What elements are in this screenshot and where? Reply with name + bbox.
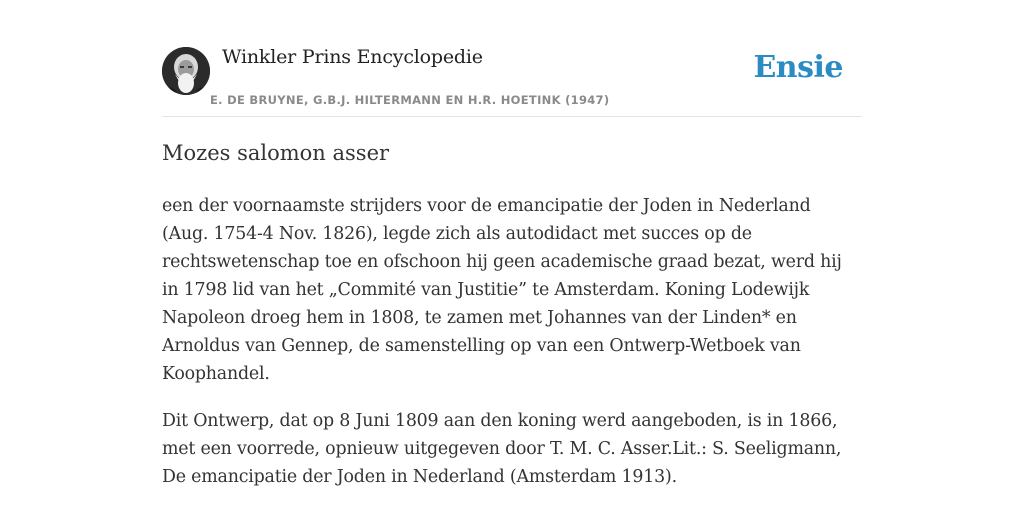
- authors-credit: E. DE BRUYNE, G.B.J. HILTERMANN EN H.R. HOETINK (1947): [210, 93, 610, 107]
- site-header: [162, 0, 862, 117]
- page-container: [162, 0, 862, 512]
- portrait-image: [162, 47, 210, 95]
- author-portrait-avatar: [162, 47, 210, 95]
- article-body: [162, 192, 862, 510]
- brand-logo-link[interactable]: Ensie: [753, 50, 843, 85]
- article-title: Mozes salomon asser: [162, 141, 390, 165]
- article-paragraph: Dit Ontwerp, dat op 8 Juni 1809 aan den koning werd aangeboden, is in 1866, met een voorrede, opnieuw uitgegeven door T. M. C. Asser.Lit.: S. Seeligmann, De emancipatie der Joden in Nederland (Amsterdam 1913).: [162, 411, 842, 487]
- article-paragraph: een der voornaamste strijders voor de emancipatie der Joden in Nederland (Aug. 1754-4 Nov. 1826), legde zich als autodidact met succes op de rechtswetenschap toe en ofschoon hij geen academische graad bezat, werd hij in 1798 lid van het „Commité van Justitie” te Amsterdam. Koning Lodewijk Napoleon droeg hem in 1808, te zamen met Johannes van der Linden* en Arnoldus van Gennep, de samenstelling op van een Ontwerp-Wetboek van Koophandel.: [162, 196, 842, 384]
- site-title[interactable]: Winkler Prins Encyclopedie: [222, 46, 483, 68]
